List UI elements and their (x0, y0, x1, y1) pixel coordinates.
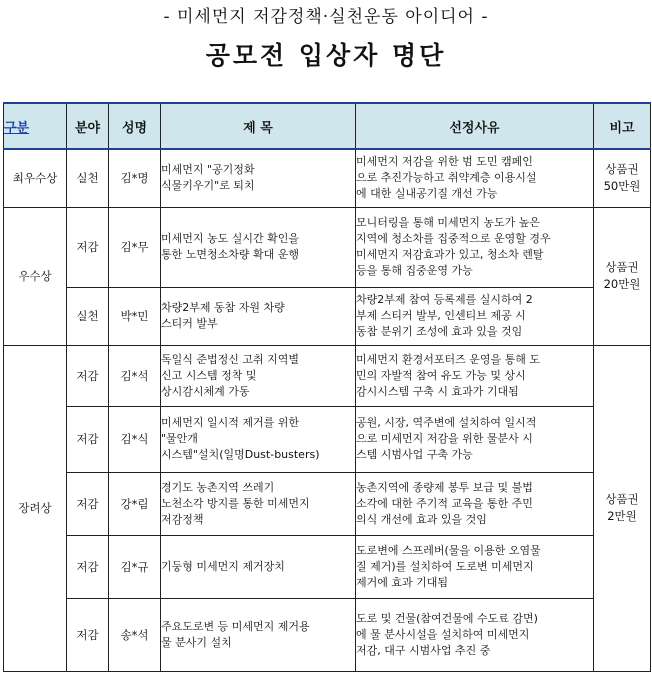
row-reason (356, 406, 594, 472)
table-row (4, 287, 651, 345)
reason-line: 민의 자발적 참여 유도 가능 및 상시 (356, 368, 526, 382)
row-reason (356, 287, 594, 345)
row-field: 실천 (67, 149, 109, 207)
note-encouragement (594, 345, 651, 672)
note-line: 상품권 (605, 260, 639, 274)
row-field: 저감 (67, 535, 109, 598)
row-field: 저감 (67, 406, 109, 472)
reason-line: 동참 분위기 조성에 효과 있을 것임 (356, 325, 523, 338)
topic-line: 상시감시체계 가동 (161, 384, 250, 398)
row-topic (161, 149, 356, 207)
row-name: 강*림 (109, 472, 161, 535)
reason-line: 의식 개선에 효과 있을 것임 (356, 512, 487, 526)
topic-line: 독일식 준법정신 고취 지역별 (161, 352, 300, 366)
note-line: 상품권 (605, 492, 639, 507)
table-row (4, 207, 651, 287)
note-line: 20만원 (603, 277, 641, 291)
topic-line: 차량2부제 동참 자원 차량 (161, 301, 285, 314)
row-name: 김*석 (109, 345, 161, 406)
reason-line: 도로변에 스프레버(물을 이용한 오염물 (356, 543, 541, 557)
row-name: 송*석 (109, 598, 161, 672)
topic-line: 저감정책 (161, 512, 204, 526)
row-name: 김*규 (109, 535, 161, 598)
topic-line: 스티커 발부 (161, 317, 218, 330)
reason-line: 농촌지역에 종량제 봉투 보급 및 불법 (356, 480, 533, 494)
header-note: 비고 (594, 103, 651, 149)
row-field: 저감 (67, 345, 109, 406)
header-field: 분야 (67, 103, 109, 149)
row-name: 김*명 (109, 149, 161, 207)
reason-line: 으로 미세먼지 저감을 위한 물분사 시 (356, 432, 533, 445)
header-name: 성명 (109, 103, 161, 149)
topic-line: "물안개 (161, 432, 198, 445)
row-name: 김*식 (109, 406, 161, 472)
note-line: 2만원 (607, 509, 637, 524)
reason-line: 저감, 대구 시범사업 추진 중 (356, 643, 491, 657)
reason-line: 도로 및 건물(참여건물에 수도료 감면) (356, 611, 538, 625)
winners-table (3, 102, 651, 672)
row-name: 박*민 (109, 287, 161, 345)
header-reason: 선정사유 (356, 103, 594, 149)
topic-line: 시스템"설치(일명Dust-busters) (161, 448, 320, 461)
reason-line: 공원, 시장, 역주변에 설치하여 일시적 (356, 416, 537, 429)
header-category[interactable]: 구분 (4, 103, 67, 149)
reason-line: 에 물 분사시설을 설치하여 미세먼지 (356, 627, 530, 641)
reason-line: 에 대한 실내공기질 개선 가능 (356, 187, 498, 201)
topic-line: 식물키우기"로 퇴치 (161, 179, 255, 193)
topic-line: 통한 노면청소차량 확대 운행 (161, 248, 300, 261)
table-row (4, 598, 651, 672)
row-field: 저감 (67, 472, 109, 535)
header-topic: 제 목 (161, 103, 356, 149)
table-row (4, 472, 651, 535)
reason-line: 미세먼지 환경서포터즈 운영을 통해 도 (356, 352, 541, 366)
reason-line: 질 제거)를 설치하여 도로변 미세먼지 (356, 559, 534, 573)
reason-line: 미세먼지 저감을 위한 범 도민 캠페인 (356, 155, 533, 169)
reason-line: 지역에 청소차를 집중적으로 운영할 경우 (356, 232, 551, 245)
note-line: 상품권 (605, 162, 639, 177)
row-field: 실천 (67, 287, 109, 345)
table-row (4, 345, 651, 406)
reason-line: 부제 스티커 발부, 인센티브 제공 시 (356, 309, 526, 322)
note-line: 50만원 (603, 179, 641, 194)
reason-line: 모니터링을 통해 미세먼지 농도가 높은 (356, 216, 541, 229)
row-topic (161, 406, 356, 472)
row-reason (356, 598, 594, 672)
topic-line: 물 분사기 설치 (161, 635, 232, 649)
row-reason (356, 345, 594, 406)
row-topic (161, 345, 356, 406)
reason-line: 등을 통해 집중운영 가능 (356, 264, 473, 277)
reason-line: 감시시스템 구축 시 효과가 기대됨 (356, 384, 519, 398)
row-name: 김*무 (109, 207, 161, 287)
topic-line: 주요도로변 등 미세먼지 제거용 (161, 619, 310, 633)
row-field: 저감 (67, 207, 109, 287)
award-grand: 최우수상 (4, 149, 67, 207)
topic-line: 신고 시스템 정착 및 (161, 368, 257, 382)
award-encouragement: 장려상 (4, 345, 67, 672)
row-reason (356, 207, 594, 287)
table-row (4, 406, 651, 472)
reason-line: 미세먼지 저감효과가 있고, 청소차 렌탈 (356, 248, 544, 261)
row-reason (356, 472, 594, 535)
table-row (4, 149, 651, 207)
reason-line: 스템 시범사업 구축 가능 (356, 448, 473, 461)
topic-line: 노천소각 방지를 통한 미세먼지 (161, 496, 310, 510)
table-row (4, 535, 651, 598)
page-subtitle: - 미세먼지 저감정책·실천운동 아이디어 - (163, 7, 489, 27)
row-reason (356, 149, 594, 207)
reason-line: 차량2부제 참여 등록제를 실시하여 2 (356, 293, 533, 306)
award-excellence: 우수상 (4, 207, 67, 345)
topic-line: 미세먼지 일시적 제거를 위한 (161, 416, 300, 429)
reason-line: 제거에 효과 기대됨 (356, 575, 449, 589)
row-topic (161, 535, 356, 598)
table-header-row (4, 103, 651, 149)
note-excellence (594, 207, 651, 345)
reason-line: 으로 추진가능하고 취약계층 이용시설 (356, 171, 537, 185)
row-field: 저감 (67, 598, 109, 672)
note-grand (594, 149, 651, 207)
topic-line: 미세먼지 농도 실시간 확인을 (161, 232, 300, 245)
topic-line: 경기도 농촌지역 쓰레기 (161, 480, 275, 494)
row-reason (356, 535, 594, 598)
row-topic (161, 598, 356, 672)
row-topic (161, 207, 356, 287)
row-topic (161, 287, 356, 345)
topic-line: 기둥형 미세먼지 제거장치 (161, 559, 285, 573)
topic-line: 미세먼지 "공기정화 (161, 163, 255, 177)
reason-line: 소각에 대한 주기적 교육을 통한 주민 (356, 496, 533, 510)
page-title: 공모전 입상자 명단 (205, 41, 447, 70)
row-topic (161, 472, 356, 535)
